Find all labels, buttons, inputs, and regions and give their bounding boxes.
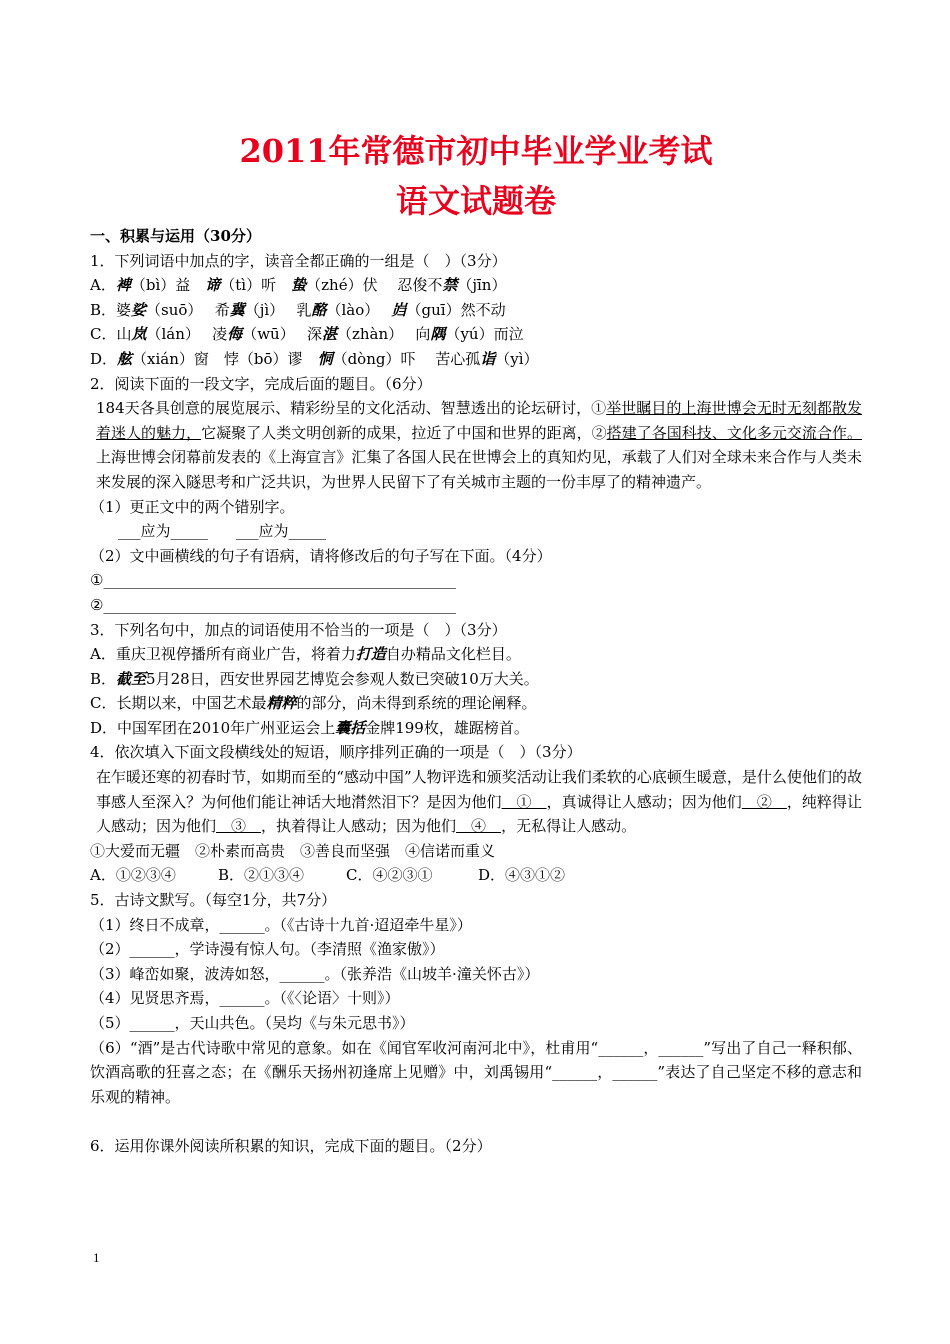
text: （yì） [495, 349, 539, 368]
passage-text: 184天各具创意的展览展示、精彩纷呈的文化活动、智慧透出的论坛研讨，① [96, 399, 607, 418]
text: （guī）然不动 [406, 300, 506, 319]
q2-stem: 2．阅读下面的一段文字，完成后面的题目。（6分） [90, 374, 432, 393]
dotted-word: 隅 [430, 325, 446, 344]
text: （bì）益 [130, 276, 206, 295]
q3-option-d [90, 716, 862, 741]
dotted-word: 囊括 [335, 718, 366, 737]
dotted-word: 截至 [116, 669, 147, 688]
text: D． [90, 349, 118, 368]
text: （dòng）吓 苦心孤 [332, 349, 481, 368]
q2-answer-line-1[interactable]: ①_______________________________________________ [90, 571, 456, 590]
passage-text: 上海世博会闭幕前发表的《上海宣言》汇集了各国人民在世博会上的真知灼见，承载了人们对全球未来合作与人类未来发展的深入隧思考和广泛共识，为世界人民留下了有关城市主题的一份丰厚了的精神遗产。 [96, 448, 862, 491]
text: （suō） 希 [146, 300, 230, 319]
text: （xián）窗 悖（bō）谬 [132, 349, 318, 368]
q4-option-b[interactable]: B．②①③④ [218, 866, 305, 885]
text: （jì） 乳 [244, 300, 312, 319]
q1-option-d [90, 347, 862, 372]
q3-stem: 3．下列名句中，加点的词语使用不恰当的一项是（ ）（3分） [90, 620, 507, 639]
passage-text: 它凝聚了人类文明创新的成果，拉近了中国和世界的距离，② [201, 423, 607, 442]
text: D．中国军团在2010年广州亚运会上 [90, 718, 336, 737]
text: （tì）听 [220, 276, 292, 295]
dotted-word: 娑 [131, 300, 147, 319]
text: （zhé）伏 忍俊不 [306, 276, 443, 295]
q4-option-d[interactable]: D．④③①② [478, 866, 566, 885]
dotted-word: 打造 [355, 645, 386, 664]
dotted-word: 谛 [205, 276, 221, 295]
fill-blank-4[interactable]: ④ [456, 817, 502, 836]
correction-blank-1[interactable]: ___应为_____ [118, 522, 209, 541]
q4-passage [90, 765, 862, 839]
dotted-word: 舷 [117, 349, 133, 368]
text: （zhàn） 向 [336, 325, 431, 344]
q3-option-b [90, 667, 862, 692]
dotted-word: 侮 [227, 325, 243, 344]
fill-blank-2[interactable]: ② [741, 792, 787, 811]
passage-text: ，执着得让人感动；因为他们 [261, 817, 457, 836]
text: （lào） [326, 300, 392, 319]
exam-body [90, 224, 862, 1159]
text: B．婆 [90, 300, 132, 319]
dotted-word: 裨 [115, 276, 131, 295]
q2-sub1: （1）更正文中的两个错别字。 [90, 497, 295, 516]
text: （jīn） [457, 276, 507, 295]
q5-line-5[interactable]: （5）______，天山共色。（吴均《与朱元思书》） [90, 1014, 415, 1032]
dotted-word: 岿 [391, 300, 407, 319]
q5-stem: 5．古诗文默写。（每空1分，共7分） [90, 891, 337, 910]
text: 金牌199枚，雄踞榜首。 [365, 718, 529, 737]
spacer [90, 1109, 862, 1134]
dotted-word: 岚 [131, 325, 147, 344]
correction-blank-2[interactable]: ___应为_____ [236, 522, 327, 541]
underlined-sentence-1: 举世瞩目的上海世博会无时无刻都散发着迷人的魅力， [96, 399, 862, 442]
fill-blank-1[interactable]: ① [501, 792, 547, 811]
q5-line-1[interactable]: （1）终日不成章，______。（《古诗十九首·迢迢牵牛星》） [90, 915, 472, 934]
q4-stem: 4．依次填入下面文段横线处的短语，顺序排列正确的一项是（ ）（3分） [90, 743, 582, 762]
section-heading: 一、积累与运用（30分） [90, 227, 261, 245]
q5-line-6[interactable]: （6）“酒”是古代诗歌中常见的意象。如在《闻官军收河南河北中》，杜甫用“______，______”写出了自己一释积郁、饮酒高歌的狂喜之态；在《酬乐天扬州初逢席上见赠》中，刘禹锡用“______，______”表达了自己坚定不移的意志和乐观的精神。 [90, 1038, 862, 1106]
q2-answer-line-2[interactable]: ②_______________________________________________ [90, 595, 456, 614]
fill-blank-3[interactable]: ③ [216, 817, 262, 836]
text: 的部分，尚未得到系统的理论阐释。 [296, 694, 537, 713]
text: C．山 [90, 325, 132, 344]
dotted-word: 精粹 [266, 694, 297, 713]
passage-text: 在乍暖还寒的初春时节，如期而至的“感动中国”人物评选和颁奖活动让我们柔软的心底顿生暖意，是什么使他们的故事感人至深入？为何他们能让神话大地潸然泪下？是因为他们 [96, 768, 862, 811]
q6-stem: 6．运用你课外阅读所积累的知识，完成下面的题目。（2分） [90, 1136, 492, 1155]
text: A．重庆卫视停播所有商业广告，将着力 [90, 645, 356, 664]
text: 自办精品文化栏目。 [385, 645, 521, 664]
text: （lán） 凌 [146, 325, 228, 344]
q5-line-2[interactable]: （2）______，学诗漫有惊人句。（李清照《渔家傲》） [90, 940, 445, 959]
q5-line-4[interactable]: （4）见贤思齐焉，______。（《〈论语〉十则》） [90, 989, 400, 1008]
text: （yú）而泣 [445, 325, 524, 344]
passage-text: ，纯粹得让人感动；因为他们 [96, 792, 862, 836]
passage-text: ，真诚得让人感动；因为他们 [546, 792, 742, 811]
text: A． [90, 276, 116, 295]
q4-options [90, 863, 862, 888]
q5-line-3[interactable]: （3）峰峦如聚，波涛如怒，______。（张养浩《山坡羊·潼关怀古》） [90, 964, 540, 983]
dotted-word: 酪 [311, 300, 327, 319]
q1-option-b [90, 298, 862, 323]
q4-option-c[interactable]: C．④②③① [346, 866, 433, 885]
underlined-sentence-2: 搭建了各国科技、文化多元交流合作。 [606, 423, 862, 442]
page-number: 1 [93, 1250, 100, 1265]
exam-title: 2011年常德市初中毕业学业考试 [239, 132, 713, 170]
dotted-word: 诣 [480, 349, 496, 368]
text: （wū） 深 [242, 325, 322, 344]
q2-correction-blanks [90, 519, 862, 544]
text: B． [90, 669, 117, 688]
text: C．长期以来，中国艺术最 [90, 694, 267, 713]
dotted-word: 蛰 [291, 276, 307, 295]
dotted-word: 冀 [229, 300, 245, 319]
q1-option-c [90, 322, 862, 347]
q4-phrase-items: ①大爱而无疆 ②朴素而高贵 ③善良而坚强 ④信诺而重义 [90, 841, 496, 860]
q4-option-a[interactable]: A．①②③④ [90, 866, 176, 885]
q1-option-a [90, 273, 862, 298]
exam-subtitle: 语文试题卷 [395, 182, 556, 220]
q1-stem: 1．下列词语中加点的字，读音全都正确的一组是（ ）（3分） [90, 251, 507, 270]
dotted-word: 禁 [442, 276, 458, 295]
passage-text: ，无私得让人感动。 [501, 817, 637, 836]
q2-sub2: （2）文中画横线的句子有语病，请将修改后的句子写在下面。（4分） [90, 546, 552, 565]
q2-passage [90, 396, 862, 494]
text: 5月28日，西安世界园艺博览会参观人数已突破10万大关。 [146, 669, 539, 688]
q3-option-c [90, 691, 862, 716]
dotted-word: 湛 [321, 325, 337, 344]
dotted-word: 恫 [317, 349, 333, 368]
q3-option-a [90, 642, 862, 667]
